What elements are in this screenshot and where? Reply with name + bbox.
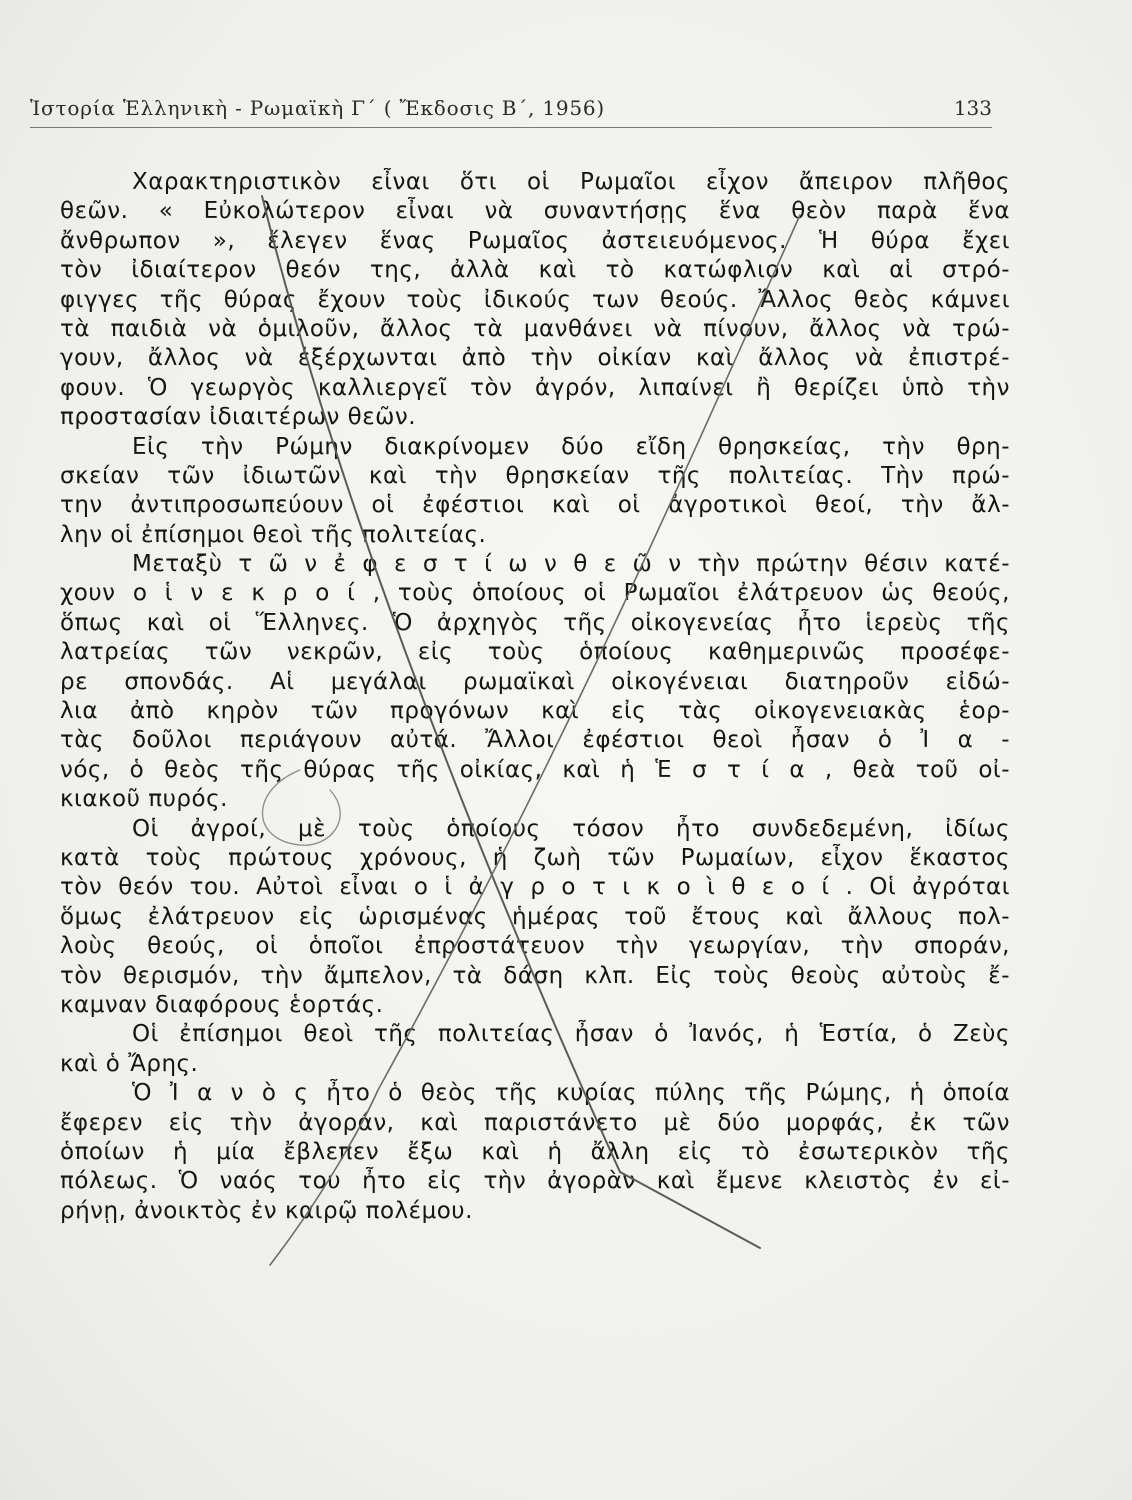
header-rule — [30, 127, 992, 128]
text-line: τὰ παιδιὰ νὰ ὁμιλοῦν, ἄλλος τὰ μανθάνει νὰ πίνουν, ἄλλος νὰ τρώ- — [60, 315, 1010, 342]
text-line: γουν, ἄλλος νὰ ἐξέρχωνται ἀπὸ τὴν οἰκίαν καὶ ἄλλος νὰ ἐπιστρέ- — [60, 345, 1010, 372]
text-line: τὸν θερισμόν, τὴν ἄμπελον, τὰ δάση κλπ. Εἰς τοὺς θεοὺς αὐτοὺς ἔ- — [60, 962, 1010, 989]
text-line: Οἱ ἀγροί, μὲ τοὺς ὁποίους τόσον ἦτο συνδεδεμένη, ἰδίως — [132, 815, 1010, 842]
text-line: φουν. Ὁ γεωργὸς καλλιεργεῖ τὸν ἀγρόν, λιπαίνει ἢ θερίζει ὑπὸ τὴν — [60, 374, 1010, 401]
text-line: ἔφερεν εἰς τὴν ἀγοράν, καὶ παριστάνετο μὲ δύο μορφάς, ἐκ τῶν — [60, 1109, 1010, 1136]
text-line: κατὰ τοὺς πρώτους χρόνους, ἡ ζωὴ τῶν Ρωμαίων, εἶχον ἕκαστος — [60, 844, 1010, 871]
text-line: λην οἱ ἐπίσημοι θεοὶ τῆς πολιτείας. — [60, 521, 487, 548]
text-line: ὁποίων ἡ μία ἔβλεπεν ἔξω καὶ ἡ ἄλλη εἰς τὸ ἐσωτερικὸν τῆς — [60, 1138, 1010, 1165]
text-line: λια ἀπὸ κηρὸν τῶν προγόνων καὶ εἰς τὰς οἰκογενειακὰς ἑορ- — [60, 698, 1010, 725]
text-line: πόλεως. Ὁ ναός του ἦτο εἰς τὴν ἀγορὰν καὶ ἔμενε κλειστὸς ἐν εἰ- — [60, 1168, 1010, 1195]
text-line: την ἀντιπροσωπεύουν οἱ ἐφέστιοι καὶ οἱ ἀγροτικοὶ θεοί, τὴν ἄλ- — [60, 492, 1010, 519]
text-line: Εἰς τὴν Ρώμην διακρίνομεν δύο εἴδη θρησκείας, τὴν θρη- — [132, 433, 1010, 460]
running-header — [30, 96, 992, 130]
page-number: 133 — [953, 96, 992, 120]
body-text — [60, 168, 1010, 1226]
text-line: ρήνῃ, ἀνοικτὸς ἐν καιρῷ πολέμου. — [60, 1197, 473, 1224]
text-line: λοὺς θεούς, οἱ ὁποῖοι ἐπροστάτευον τὴν γεωργίαν, τὴν σποράν, — [60, 933, 1010, 960]
text-line: φιγγες τῆς θύρας ἔχουν τοὺς ἰδικούς των θεούς. Ἄλλος θεὸς κάμνει — [60, 286, 1010, 313]
text-line: καὶ ὁ Ἄρης. — [60, 1050, 199, 1077]
text-line: λατρείας τῶν νεκρῶν, εἰς τοὺς ὁποίους καθημερινῶς προσέφε- — [60, 639, 1010, 666]
header-title: Ἱστορία Ἑλληνικὴ - Ρωμαϊκὴ Γ΄ ( Ἔκδοσις Β΄, 1956) — [30, 96, 606, 120]
text-line: χουν ο ἱ ν ε κ ρ ο ί , τοὺς ὁποίους οἱ Ρωμαῖοι ἐλάτρευον ὡς θεούς, — [60, 580, 1010, 607]
text-line: ρε σπονδάς. Αἱ μεγάλαι ρωμαϊκαὶ οἰκογένειαι διατηροῦν εἰδώ- — [60, 668, 1010, 695]
text-line: σκείαν τῶν ἰδιωτῶν καὶ τὴν θρησκείαν τῆς πολιτείας. Τὴν πρώ- — [60, 462, 1010, 489]
text-line: Μεταξὺ τ ῶ ν ἐ φ ε σ τ ί ω ν θ ε ῶ ν τὴν πρώτην θέσιν κατέ- — [132, 551, 1010, 578]
text-line: ὅμως ἐλάτρευον εἰς ὡρισμένας ἡμέρας τοῦ ἔτους καὶ ἄλλους πολ- — [60, 903, 1010, 930]
text-line: Ὁ Ἰ α ν ὸ ς ἦτο ὁ θεὸς τῆς κυρίας πύλης τῆς Ρώμης, ἡ ὁποία — [132, 1080, 1010, 1107]
text-line: ἄνθρωπον », ἔλεγεν ἕνας Ρωμαῖος ἀστειευόμενος. Ἡ θύρα ἔχει — [60, 227, 1010, 254]
text-line: τὰς δοῦλοι περιάγουν αὐτά. Ἄλλοι ἐφέστιοι θεοὶ ἦσαν ὁ Ἰ α - — [60, 727, 1010, 754]
text-line: θεῶν. « Εὐκολώτερον εἶναι νὰ συναντήσῃς ἕνα θεὸν παρὰ ἕνα — [60, 198, 1010, 225]
text-line: Χαρακτηριστικὸν εἶναι ὅτι οἱ Ρωμαῖοι εἶχον ἄπειρον πλῆθος — [132, 169, 1010, 195]
text-line: νός, ὁ θεὸς τῆς θύρας τῆς οἰκίας, καὶ ἡ Ἑ σ τ ί α , θεὰ τοῦ οἰ- — [60, 756, 1010, 783]
text-line: κιακοῦ πυρός. — [60, 786, 228, 813]
text-line: προστασίαν ἰδιαιτέρων θεῶν. — [60, 404, 417, 431]
text-line: Οἱ ἐπίσημοι θεοὶ τῆς πολιτείας ἦσαν ὁ Ἰανός, ἡ Ἑστία, ὁ Ζεὺς — [132, 1021, 1010, 1048]
text-line: ὅπως καὶ οἱ Ἕλληνες. Ὁ ἀρχηγὸς τῆς οἰκογενείας ἦτο ἱερεὺς τῆς — [60, 609, 1010, 636]
text-line: τὸν ἰδιαίτερον θεόν της, ἀλλὰ καὶ τὸ κατώφλιον καὶ αἱ στρό- — [60, 257, 1010, 284]
text-line: τὸν θεόν του. Αὐτοὶ εἶναι ο ἱ ἀ γ ρ ο τ ι κ ο ὶ θ ε ο ί . Οἱ ἀγρόται — [60, 874, 1010, 901]
text-line: καμναν διαφόρους ἑορτάς. — [60, 991, 384, 1018]
